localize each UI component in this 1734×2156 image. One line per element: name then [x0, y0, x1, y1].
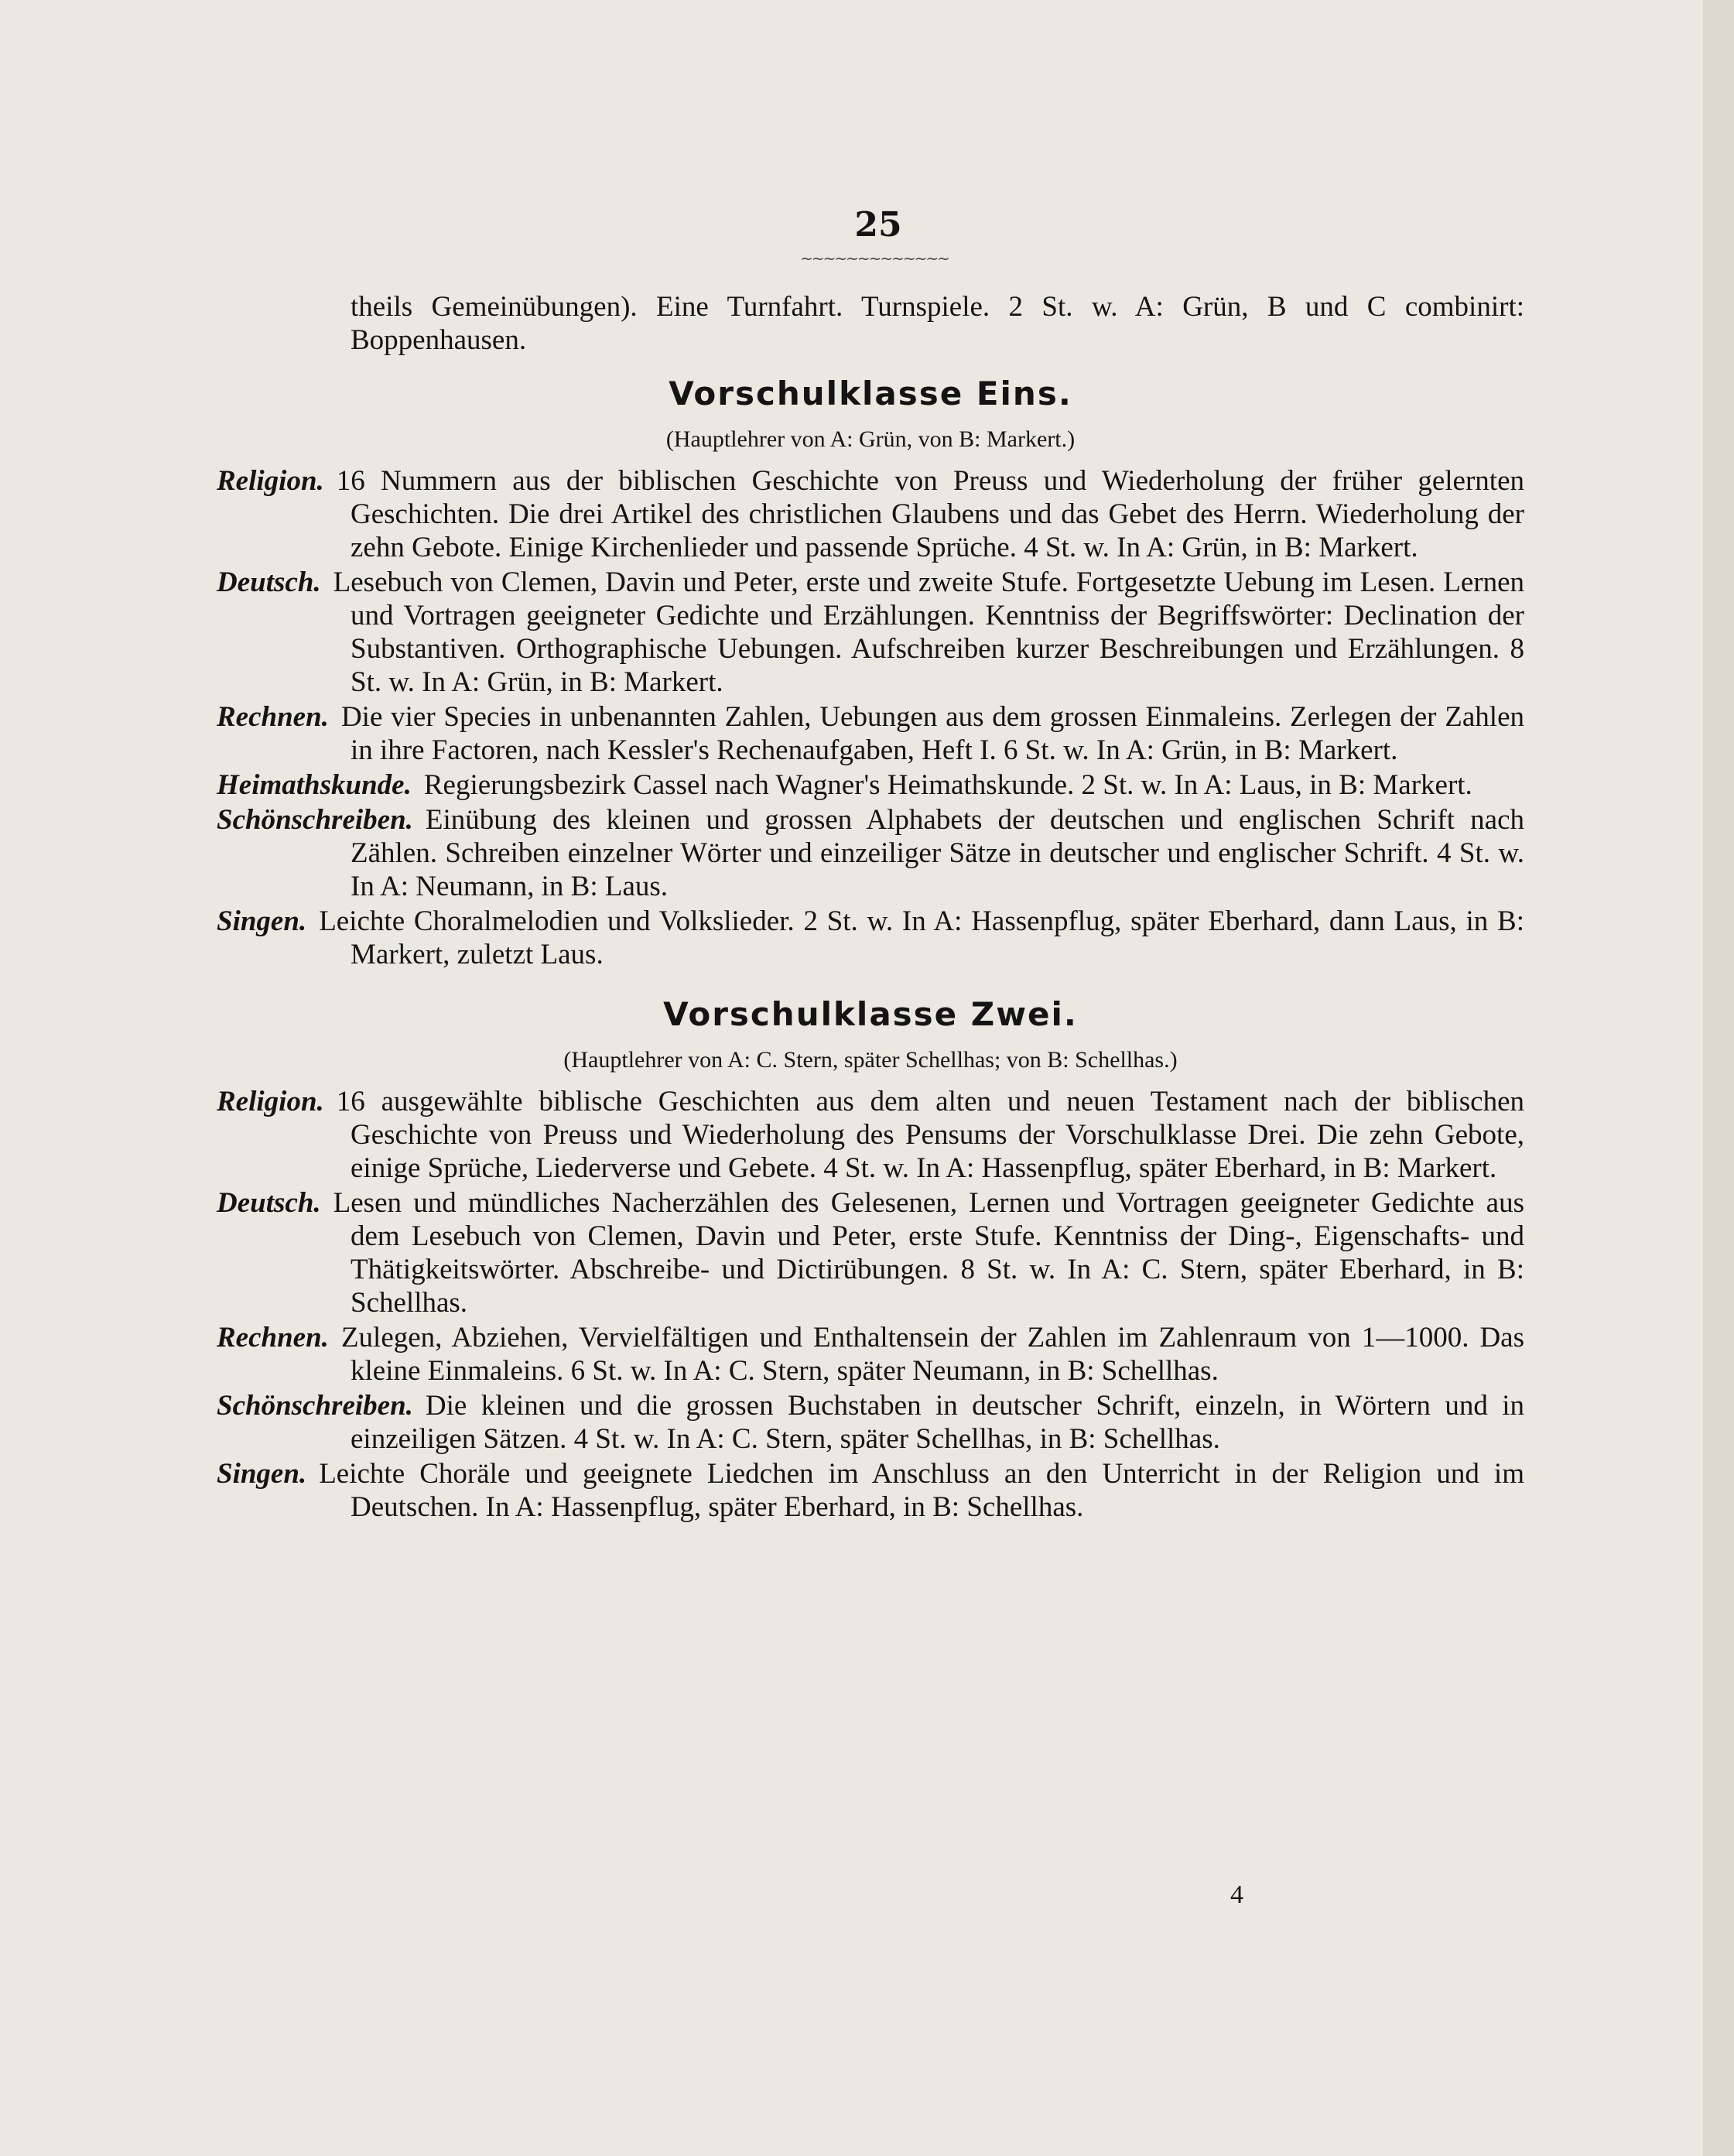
subject-label: Singen.: [217, 1458, 307, 1490]
subject-text: Die vier Species in unbenannten Zahlen, Uebungen aus dem grossen Einmaleins. Zerlegen der Zahlen in ihre Factoren, nach Kessler's Rechenaufgaben, Heft I. 6 St. w. In A: Grün, in B: Markert.: [340, 701, 1524, 766]
subject-text: Die kleinen und die grossen Buchstaben in deutscher Schrift, einzeln, in Wörtern und in einzeiligen Sätzen. 4 St. w. In A: C. Stern, später Schellhas, in B: Schellhas.: [351, 1390, 1524, 1455]
subject-text: Regierungsbezirk Cassel nach Wagner's Heimathskunde. 2 St. w. In A: Laus, in B: Markert.: [423, 769, 1472, 801]
subject-label: Religion.: [217, 465, 324, 497]
subject-label: Singen.: [217, 905, 307, 937]
subject-entry: [217, 803, 1524, 903]
subject-label: Heimathskunde.: [217, 769, 412, 801]
subject-label: Deutsch.: [217, 1187, 321, 1219]
subject-label: Rechnen.: [217, 701, 329, 733]
subject-entry: [217, 1457, 1524, 1524]
teacher-note: (Hauptlehrer von A: Grün, von B: Markert.): [665, 426, 1076, 452]
subject-text: Einübung des kleinen und grossen Alphabets der deutschen und englischen Schrift nach Zählen. Schreiben einzelner Wörter und einzeiliger Sätze in deutscher und englischer Schrift. 4 St. w. In A: Neumann, in B: Laus.: [351, 804, 1524, 902]
subject-entry: [217, 1085, 1524, 1185]
subject-text: Leichte Choralmelodien und Volkslieder. 2 St. w. In A: Hassenpflug, später Eberhard, dann Laus, in B: Markert, zuletzt Laus.: [319, 905, 1524, 970]
page-number-ornament: ~~~~~~~~~~~~~: [800, 249, 949, 268]
subject-entry: [217, 905, 1524, 971]
subject-entry: [217, 1321, 1524, 1388]
signature-mark: 4: [1230, 1881, 1243, 1909]
text-column: [217, 290, 1524, 1525]
subject-entry: [217, 464, 1524, 564]
subject-label: Religion.: [217, 1086, 324, 1117]
subject-text: Lesen und mündliches Nacherzählen des Gelesenen, Lernen und Vortragen geeigneter Gedichte aus dem Lesebuch von Clemen, Davin und Peter, erste Stufe. Kenntniss der Ding-, Eigenschafts- und Thätigkeitswörter. Abschreibe- und Dictirübungen. 8 St. w. In A: C. Stern, später Eberhard, in B: Schellhas.: [333, 1187, 1524, 1319]
section-heading: Vorschulklasse Zwei.: [663, 995, 1078, 1033]
subject-text: Lesebuch von Clemen, Davin und Peter, erste und zweite Stufe. Fortgesetzte Uebung im Lesen. Lernen und Vortragen geeigneter Gedichte und Erzählungen. Kenntniss der Begriffswörter: Declination der Substantiven. Orthographische Uebungen. Aufschreiben kurzer Beschreibungen und Erzählungen. 8 St. w. In A: Grün, in B: Markert.: [333, 566, 1524, 698]
subject-text: 16 Nummern aus der biblischen Geschichte von Preuss und Wiederholung der früher gelernten Geschichten. Die drei Artikel des christlichen Glaubens und das Gebet des Herrn. Wiederholung der zehn Gebote. Einige Kirchenlieder und passende Sprüche. 4 St. w. In A: Grün, in B: Markert.: [336, 465, 1524, 563]
subject-text: 16 ausgewählte biblische Geschichten aus dem alten und neuen Testament nach der biblischen Geschichte von Preuss und Wiederholung des Pensums der Vorschulklasse Drei. Die zehn Gebote, einige Sprüche, Liederverse und Gebete. 4 St. w. In A: Hassenpflug, später Eberhard, in B: Markert.: [336, 1086, 1524, 1184]
subject-entry: [217, 1186, 1524, 1319]
subject-entry: [217, 768, 1524, 802]
subject-label: Schönschreiben.: [217, 1390, 413, 1422]
page-number: 25: [854, 205, 902, 245]
subject-label: Rechnen.: [217, 1322, 329, 1353]
subject-text: Zulegen, Abziehen, Vervielfältigen und Enthaltensein der Zahlen im Zahlenraum von 1—1000. Das kleine Einmaleins. 6 St. w. In A: C. Stern, später Neumann, in B: Schellhas.: [340, 1322, 1524, 1387]
subject-entry: [217, 1389, 1524, 1456]
section-vorschulklasse-zwei: [217, 995, 1524, 1524]
teacher-note: (Hauptlehrer von A: C. Stern, später Schellhas; von B: Schellhas.): [563, 1047, 1178, 1073]
section-heading: Vorschulklasse Eins.: [669, 375, 1072, 412]
subject-label: Deutsch.: [217, 566, 321, 598]
subject-entry: [217, 566, 1524, 699]
continued-paragraph: theils Gemeinübungen). Eine Turnfahrt. Turnspiele. 2 St. w. A: Grün, B und C combinirt: Boppenhausen.: [351, 291, 1524, 356]
subject-label: Schönschreiben.: [217, 804, 413, 836]
subject-entry: [217, 700, 1524, 767]
subject-text: Leichte Choräle und geeignete Liedchen im Anschluss an den Unterricht in der Religion und im Deutschen. In A: Hassenpflug, später Eberhard, in B: Schellhas.: [319, 1458, 1524, 1523]
page-edge-shadow: [1703, 0, 1734, 2156]
section-vorschulklasse-eins: [217, 377, 1524, 971]
